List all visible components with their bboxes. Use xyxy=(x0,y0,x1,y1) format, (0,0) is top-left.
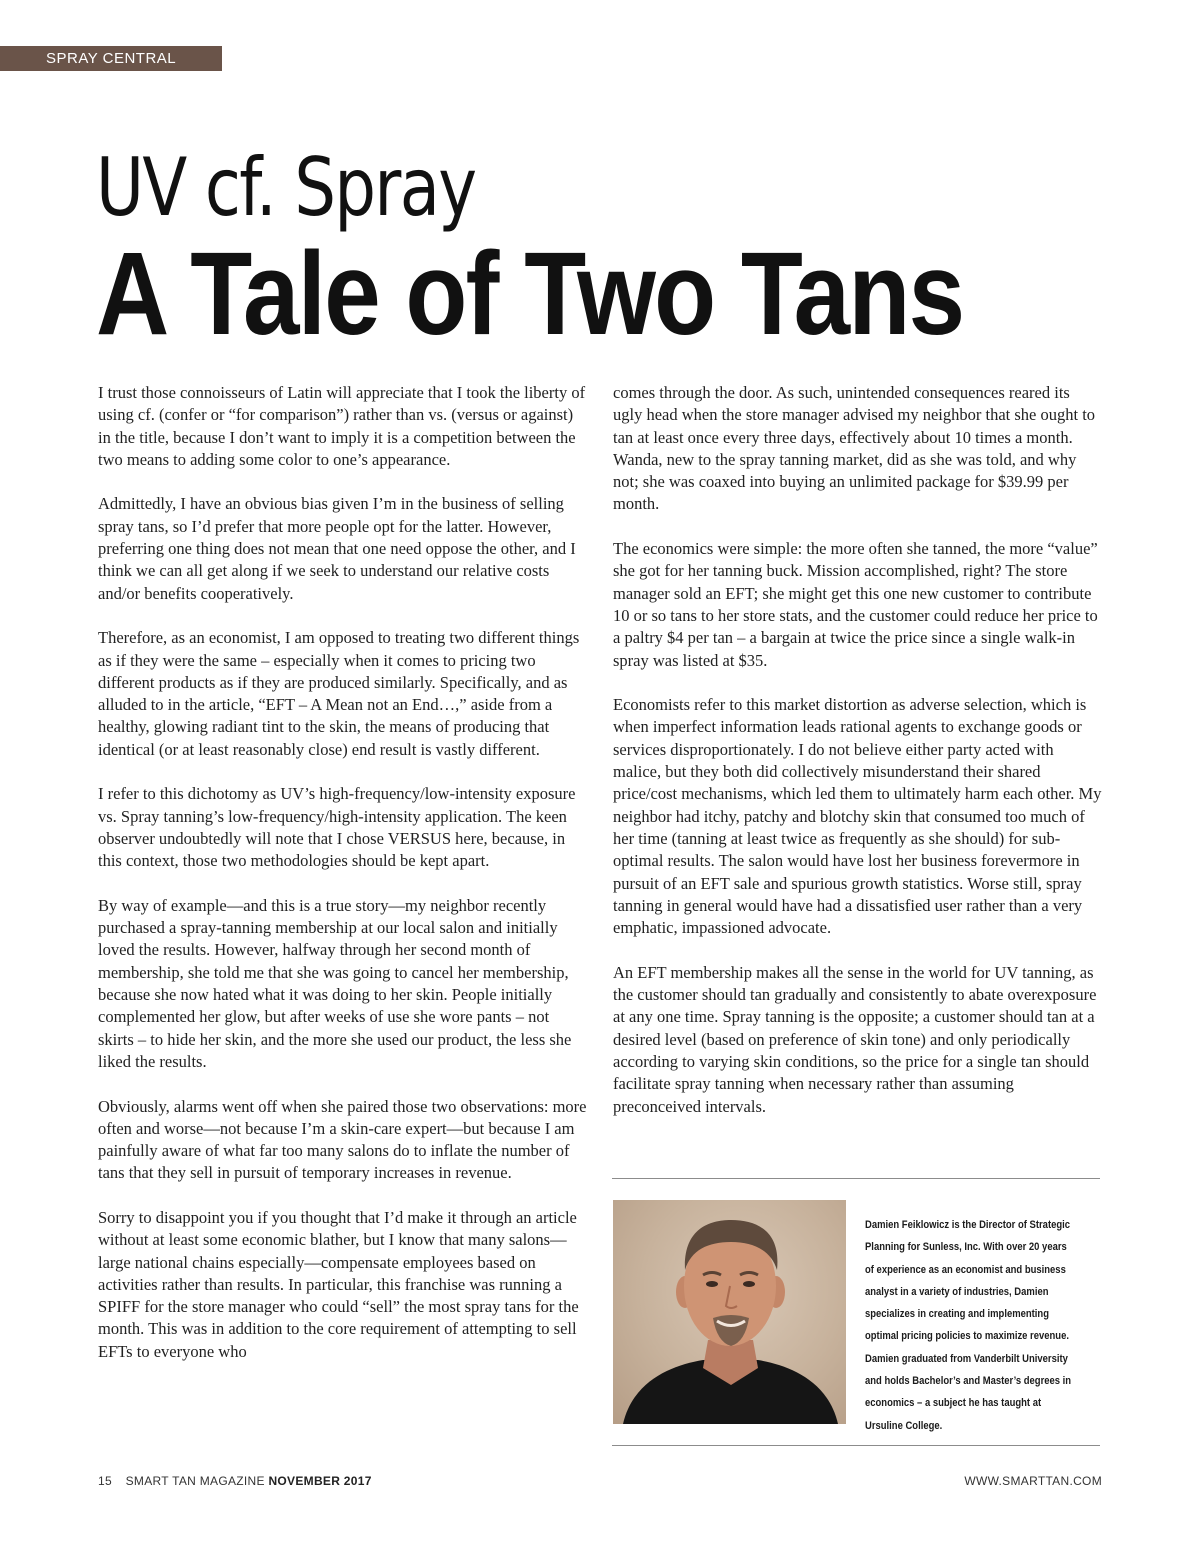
magazine-name: SMART TAN MAGAZINE xyxy=(125,1474,265,1488)
paragraph: Therefore, as an economist, I am opposed to treating two different things as if they were the same – especially when it comes to pricing two different products as if they are produced similarly. Specifically, and as alluded to in the article, “EFT – A Mean not an End…,” aside from a healthy, glowing radiant tint to the skin, the means of producing that identical (or at least reasonably close) end result is vastly different. xyxy=(98,628,580,759)
divider xyxy=(612,1178,1100,1179)
title-line-1: UV cf. Spray xyxy=(96,141,476,234)
paragraph: I trust those connoisseurs of Latin will appreciate that I took the liberty of using cf. (confer or “for comparison”) rather than vs. (versus or against) in the title, because I don’t want to imply it is a competition between the two means to adding some color to one’s appearance. xyxy=(98,383,586,469)
paragraph: By way of example—and this is a true story—my neighbor recently purchased a spray-tanning membership at our local salon and initially loved the results. However, halfway through her second month of membership, she told me that she was going to cancel her membership, because she now hated what it was doing to her skin. People initially complemented her glow, but after weeks of use she wore pants – not skirts – to hide her skin, and the more she used our product, the less she liked the results. xyxy=(98,895,572,1071)
paragraph: Obviously, alarms went off when she paired those two observations: more often and worse—not because I’m a skin-care expert—but because I am painfully aware of what far too many salons do to inflate the number of tans that they sell in pursuit of temporary increases in revenue. xyxy=(98,1096,587,1183)
paragraph: Sorry to disappoint you if you thought that I’d make it through an article without at least some economic blather, but I know that many salons—large national chains especially—compensate employees based on activities rather than results. In particular, this franchise was running a SPIFF for the store manager who could “sell” the most spray tans for the month. This was in addition to the core requirement of attempting to sell EFTs to everyone who xyxy=(98,1207,579,1361)
author-portrait-image xyxy=(613,1200,846,1424)
left-column xyxy=(98,382,588,1385)
title-line-2: A Tale of Two Tans xyxy=(96,228,964,360)
paragraph: The economics were simple: the more often she tanned, the more “value” she got for her tanning buck. Mission accomplished, right? The store manager sold an EFT; she might get this one new customer to contribute 10 or so tans to her store stats, and the customer could reduce her price to a paltry $4 per tan – a bargain at twice the price since a single walk-in spray was listed at $35. xyxy=(613,539,1098,670)
website-link[interactable]: WWW.SMARTTAN.COM xyxy=(964,1474,1102,1488)
issue-date: NOVEMBER 2017 xyxy=(268,1474,372,1488)
page-number: 15 xyxy=(98,1474,112,1488)
section-tag: SPRAY CENTRAL xyxy=(0,46,222,71)
paragraph: comes through the door. As such, unintended consequences reared its ugly head when the store manager advised my neighbor that she ought to tan at least once every three days, effectively about 10 times a month. Wanda, new to the spray tanning market, did as she was told, and why not; she was coaxed into buying an unlimited package for $39.99 per month. xyxy=(613,383,1096,514)
author-bio: Damien Feiklowicz is the Director of Strategic Planning for Sunless, Inc. With over 20 years of experience as an economist and business analyst in a variety of industries, Damien specializes in creating and implementing optimal pricing policies to maximize revenue. Damien graduated from Vanderbilt University and holds Bachelor’s and Master’s degrees in economics – a subject he has taught at Ursuline College. xyxy=(865,1219,1072,1432)
paragraph: Economists refer to this market distortion as adverse selection, which is when imperfect information leads rational agents to exchange goods or services disproportionately. I do not believe either party acted with malice, but they both did collectively misunderstand their shared price/cost mechanisms, which led them to ultimately harm each other. My neighbor had itchy, patchy and blotchy skin that consumed too much of her time (tanning at least twice as frequently as she should) for sub-optimal results. The salon would have lost her business forevermore in pursuit of an EFT sale and spurious growth statistics. Worse still, spray tanning in general would have had a dissatisfied user rather than a very emphatic, impassioned advocate. xyxy=(613,695,1102,938)
paragraph: I refer to this dichotomy as UV’s high-frequency/low-intensity exposure vs. Spray tanning’s low-frequency/high-intensity application. The keen observer undoubtedly will note that I chose VERSUS here, because, in this context, those two methodologies should be kept apart. xyxy=(98,784,576,871)
paragraph: An EFT membership makes all the sense in the world for UV tanning, as the customer should tan gradually and consistently to abate overexposure at any one time. Spray tanning is the opposite; a customer should tan at a desired level (based on preference of skin tone) and only periodically according to varying skin conditions, so the price for a single tan should facilitate spray tanning when necessary rather than assuming preconceived intervals. xyxy=(613,962,1097,1116)
author-photo xyxy=(613,1200,846,1424)
divider xyxy=(612,1445,1100,1446)
paragraph: Admittedly, I have an obvious bias given I’m in the business of selling spray tans, so I’d prefer that more people opt for the latter. However, preferring one thing does not mean that one need oppose the other, and I think we can all get along if we seek to understand our relative costs and/or benefits cooperatively. xyxy=(98,494,576,603)
right-column xyxy=(613,382,1103,1140)
footer-left xyxy=(98,1474,372,1488)
